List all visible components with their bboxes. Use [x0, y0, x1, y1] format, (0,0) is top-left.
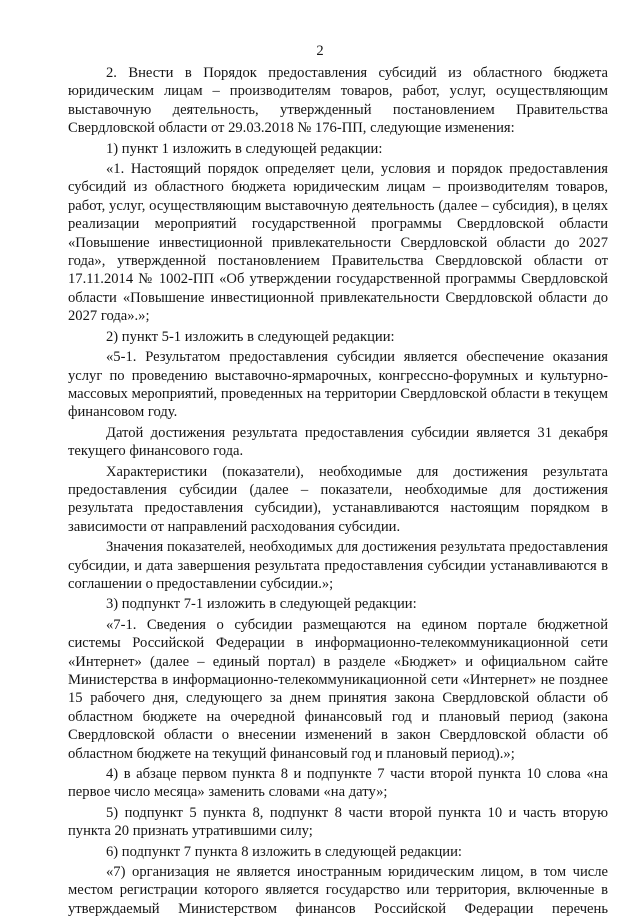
page-number: 2: [316, 43, 324, 59]
paragraph: 2. Внести в Порядок предоставления субсидий из областного бюджета юридическим лицам – производителям товаров, работ, услуг, осуществляющим выставочную деятельность, утвержденный постановлением Правительства Свердловской области от 29.03.2018 № 176-ПП, следующие изменения:: [68, 65, 608, 137]
paragraph: 6) подпункт 7 пункта 8 изложить в следующей редакции:: [106, 843, 462, 860]
paragraph: 3) подпункт 7-1 изложить в следующей редакции:: [106, 596, 417, 613]
paragraph: «7-1. Сведения о субсидии размещаются на едином портале бюджетной системы Российской Федерации в информационно-телекоммуникационной сети «Интернет» (далее – единый портал) в разделе «Бюджет» и официальном сайте Министерства в информационно-телекоммуникационной сети «Интернет» не позднее 15 рабочего дня, следующего за днем принятия закона Свердловской области об областном бюджете на очередной финансовый год и плановый период (закона Свердловской области о внесении изменений в закон Свердловской области об областном бюджете на текущий финансовый год и плановый период).»;: [68, 616, 608, 762]
paragraph: 5) подпункт 5 пункта 8, подпункт 8 части второй пункта 10 и часть вторую пункта 20 признать утратившими силу;: [68, 804, 608, 840]
paragraph: «5-1. Результатом предоставления субсидии является обеспечение оказания услуг по проведению выставочно-ярмарочных, конгрессно-форумных и культурно-массовых мероприятий, проведенных на территории Свердловской области в текущем финансовом году.: [68, 349, 608, 421]
paragraph: Датой достижения результата предоставления субсидии является 31 декабря текущего финансового года.: [68, 424, 608, 460]
paragraph: 2) пункт 5-1 изложить в следующей редакции:: [106, 328, 395, 345]
paragraph: Значения показателей, необходимых для достижения результата предоставления субсидии, и дата завершения результата предоставления субсидии устанавливаются в соглашении о предоставлении субсидии.»;: [68, 539, 608, 592]
document-body: [68, 64, 608, 920]
paragraph: «7) организация не является иностранным юридическим лицом, в том числе местом регистрации которого является государство или территория, включенные в утверждаемый Министерством финансов Российской Федерации перечень: [68, 864, 608, 917]
paragraph: 4) в абзаце первом пункта 8 и подпункте 7 части второй пункта 10 слова «на первое число месяца» заменить словами «на дату»;: [68, 766, 608, 801]
paragraph: Характеристики (показатели), необходимые для достижения результата предоставления субсидии (далее – показатели, необходимые для достижения результата предоставления субсидии), устанавливаются настоящим порядком в зависимости от направлений расходования субсидии.: [68, 463, 608, 535]
paragraph: «1. Настоящий порядок определяет цели, условия и порядок предоставления субсидий из областного бюджета юридическим лицам – производителям товаров, работ, услуг, осуществляющим выставочную деятельность (далее – субсидия), в целях реализации мероприятий государственной программы Свердловской области «Повышение инвестиционной привлекательности Свердловской области до 2027 года», утвержденной постановлением Правительства Свердловской области от 17.11.2014 № 1002-ПП «Об утверждении государственной программы Свердловской области «Повышение инвестиционной привлекательности Свердловской области до 2027 года».»;: [68, 161, 608, 325]
paragraph: 1) пункт 1 изложить в следующей редакции:: [106, 140, 383, 157]
